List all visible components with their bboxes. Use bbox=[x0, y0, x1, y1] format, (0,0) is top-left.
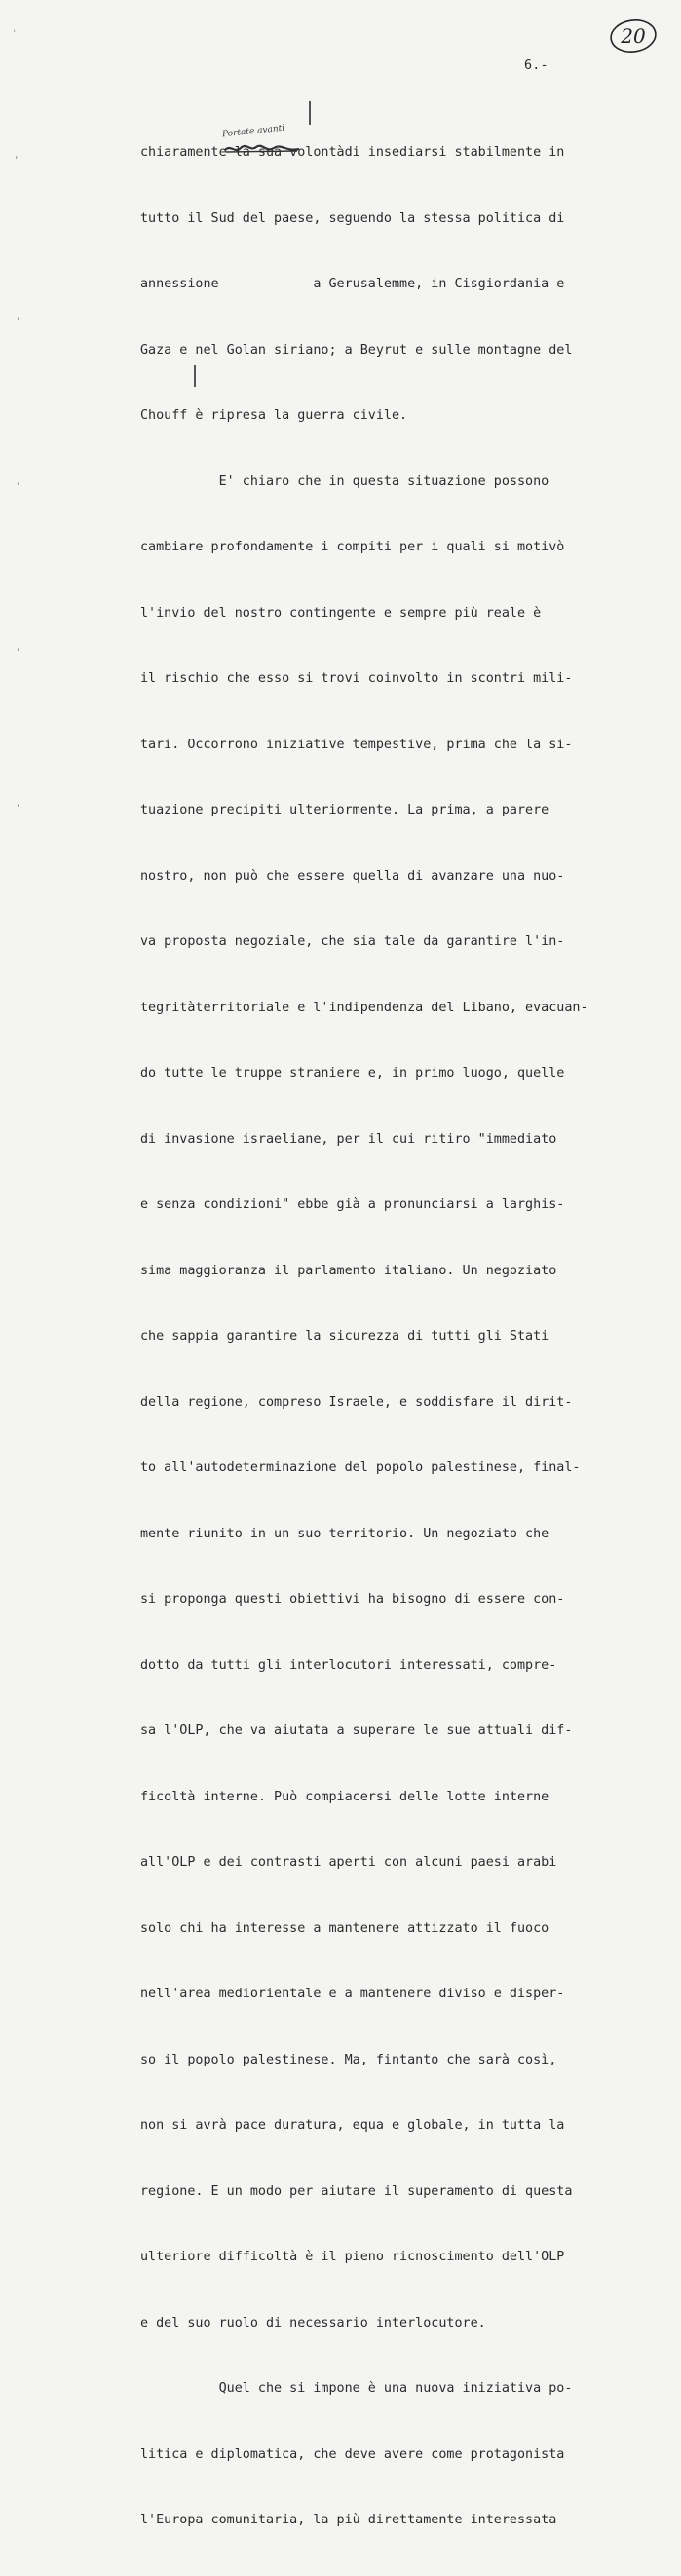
text-line: nell'area mediorientale e a mantenere diviso e disper- bbox=[140, 1987, 565, 2001]
text-line: l'Europa comunitaria, la più direttamente interessata bbox=[140, 2513, 557, 2527]
text-line: nostro, non può che essere quella di avanzare una nuo- bbox=[140, 868, 565, 884]
margin-tick: , bbox=[16, 799, 21, 809]
text-line: all'OLP e dei contrasti aperti con alcuni paesi arabi bbox=[140, 1855, 557, 1870]
text-line: e senza condizioni" ebbe già a pronunciarsi a larghis- bbox=[140, 1197, 565, 1212]
text-line: non si avrà pace duratura, equa e globale, in tutta la bbox=[140, 2118, 565, 2133]
text-line: e del suo ruolo di necessario interlocutore. bbox=[140, 2315, 486, 2330]
text-line: solo chi ha interesse a mantenere attizzato il fuoco bbox=[140, 1920, 549, 1936]
text-line: mente riunito in un suo territorio. Un negoziato che bbox=[140, 1526, 549, 1541]
text-line: litica e diplomatica, che deve avere come protagonista bbox=[140, 2446, 565, 2462]
text-line: l'invio del nostro contingente e sempre più reale è bbox=[140, 605, 542, 621]
text-line: che sappia garantire la sicurezza di tutti gli Stati bbox=[140, 1329, 549, 1344]
text-line: E' chiaro che in questa situazione possono bbox=[140, 474, 549, 489]
text-line: sa l'OLP, che va aiutata a superare le sue attuali dif- bbox=[140, 1724, 573, 1738]
text-line: ulteriore difficoltà è il pieno ricnoscimento dell'OLP bbox=[140, 2250, 565, 2264]
body-text bbox=[140, 98, 598, 2576]
text-line: Chouff è ripresa la guerra civile. bbox=[140, 408, 408, 423]
text-line: si proponga questi obiettivi ha bisogno di essere con- bbox=[140, 1592, 565, 1607]
text-line: regione. E un modo per aiutare il superamento di questa bbox=[140, 2183, 573, 2199]
page-number: 6.- bbox=[524, 58, 549, 73]
text-line: dotto da tutti gli interlocutori interessati, compre- bbox=[140, 1657, 557, 1673]
text-line: cambiare profondamente i compiti per i quali si motivò bbox=[140, 540, 565, 554]
text-line: so il popolo palestinese. Ma, fintanto che sarà così, bbox=[140, 2052, 557, 2067]
text-line: va proposta negoziale, che sia tale da garantire l'in- bbox=[140, 934, 565, 949]
margin-tick: , bbox=[14, 151, 19, 161]
text-line: to all'autodeterminazione del popolo palestinese, final- bbox=[140, 1460, 581, 1475]
text-line: tuazione precipiti ulteriormente. La prima, a parere bbox=[140, 803, 549, 817]
text-line: Quel che si impone è una nuova iniziativa po- bbox=[140, 2381, 573, 2396]
stamp-number: 20 bbox=[621, 24, 646, 48]
text-line: tari. Occorrono iniziative tempestive, prima che la si- bbox=[140, 737, 573, 752]
handwritten-annotation: Portate avanti bbox=[221, 123, 285, 140]
margin-tick: , bbox=[16, 643, 21, 653]
margin-tick: , bbox=[16, 312, 21, 322]
text-line: chiaramente la sua volontàdi insediarsi stabilmente in bbox=[140, 145, 565, 160]
page-stamp bbox=[608, 18, 659, 55]
text-line: della regione, compreso Israele, e soddisfare il dirit- bbox=[140, 1394, 573, 1410]
text-line: tegritàterritoriale e l'indipendenza del Libano, evacuan- bbox=[140, 1000, 588, 1015]
text-line: sima maggioranza il parlamento italiano. Un negoziato bbox=[140, 1263, 557, 1278]
text-line: il rischio che esso si trovi coinvolto in scontri mili- bbox=[140, 671, 573, 686]
text-line: di invasione israeliane, per il cui ritiro "immediato bbox=[140, 1131, 557, 1147]
margin-tick: ' bbox=[12, 29, 18, 39]
margin-tick: , bbox=[16, 477, 21, 487]
text-line: ficoltà interne. Può compiacersi delle lotte interne bbox=[140, 1789, 549, 1804]
text-line: tutto il Sud del paese, seguendo la stessa politica di bbox=[140, 210, 565, 226]
text-line: annessione a Gerusalemme, in Cisgiordania e bbox=[140, 277, 565, 291]
text-line: Gaza e nel Golan siriano; a Beyrut e sulle montagne del bbox=[140, 342, 573, 358]
text-line: do tutte le truppe straniere e, in primo luogo, quelle bbox=[140, 1066, 565, 1080]
